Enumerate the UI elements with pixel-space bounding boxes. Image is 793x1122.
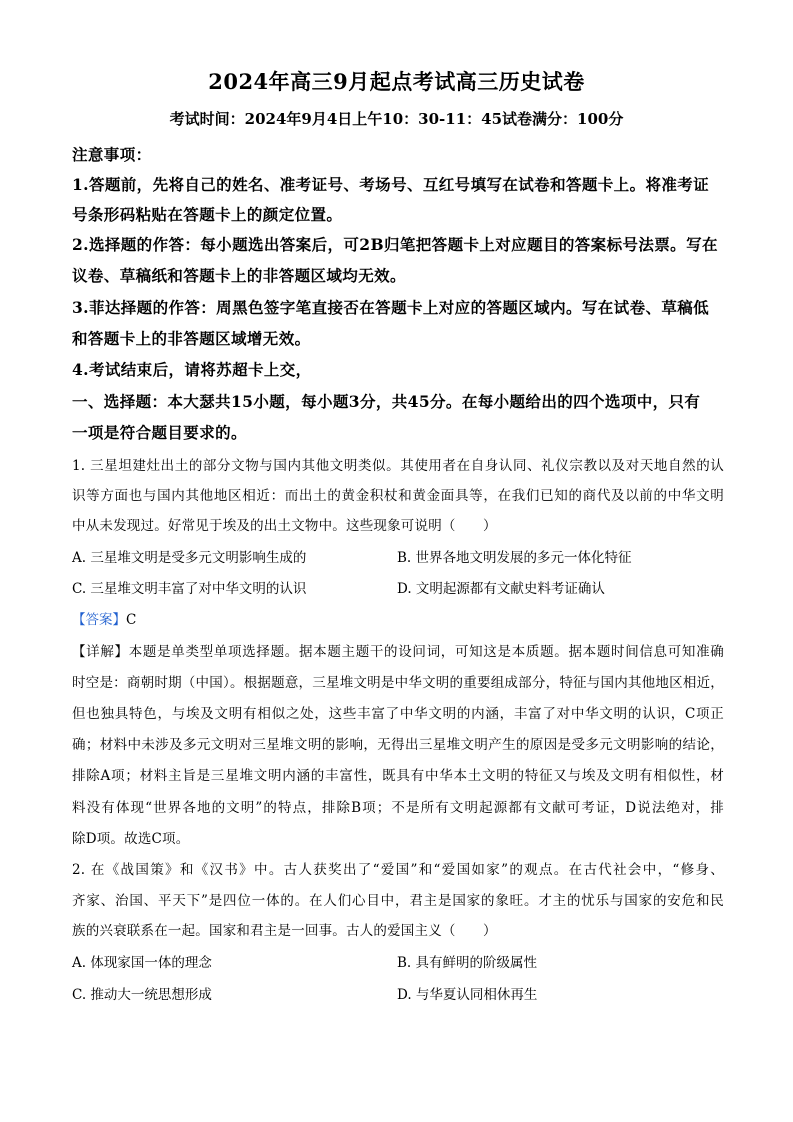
question-1-option-a: A. 三星堆文明是受多元文明影响生成的 [72, 550, 307, 566]
question-2-stem: 齐家、治国、平天下”是四位一体的。在人们心目中，君主是国家的象旺。才主的忧乐与国家的安危和民 [72, 893, 724, 909]
question-2-option-c: C. 推动大一统思想形成 [72, 987, 212, 1003]
answer-line [72, 608, 136, 628]
question-2-stem: 2. 在《战国策》和《汉书》中。古人获奖出了“爱国”和“爱国如家”的观点。在古代社会中，“修身、 [72, 862, 724, 878]
detail-line: 排除A项；材料主旨是三星堆文明内涵的丰富性，既具有中华本土文明的特征又与埃及文明有相似性，材 [72, 768, 724, 784]
question-1-option-b: B. 世界各地文明发展的多元一体化特征 [397, 550, 632, 566]
question-2-option-a: A. 体现家国一体的理念 [72, 955, 212, 971]
notes-heading: 注意事项： [72, 145, 152, 164]
question-1-option-c: C. 三星堆文明丰富了对中华文明的认识 [72, 581, 307, 597]
detail-line: 确；材料中未涉及多元文明对三星堆文明的影响，无得出三星堆文明产生的原因是受多元文明影响的结论， [72, 737, 724, 753]
answer-tag: 【答案】 [72, 612, 126, 628]
section-heading: 一项是符合题目要求的。 [72, 423, 247, 442]
detail-line: 除D项。故选C项。 [72, 831, 190, 847]
note-line: 3.菲达择题的作答：周黑色签字笔直接否在答题卡上对应的答题区域内。写在试卷、草稿低 [72, 298, 710, 317]
answer-value: C [126, 612, 137, 628]
section-heading: 一、选择题：本大瑟共15小题，每小题3分，共45分。在每小题给出的四个选项中，只有 [72, 392, 701, 411]
detail-tag: 【详解】 [72, 644, 129, 660]
question-1-option-d: D. 文明起源都有文献史料考证确认 [397, 581, 605, 597]
detail-line [72, 640, 724, 660]
question-1-stem: 中从未发现过。好常见于埃及的出土文物中。这些现象可说明（ ） [72, 518, 497, 534]
question-2-option-d: D. 与华夏认同相休再生 [397, 987, 538, 1003]
note-line: 议卷、草稿纸和答题卡上的非答题区域均无效。 [72, 266, 406, 285]
note-line: 2.选择题的作答：每小题选出答案后，可2B归笔把答题卡上对应题目的答案标号法票。写在 [72, 235, 718, 254]
question-1-stem: 识等方面也与国内其他地区相近：而出土的黄金积杖和黄金面具等，在我们已知的商代及以前的中华文明 [72, 488, 724, 504]
detail-line: 时空是：商朝时期（中国）。根据题意，三星堆文明是中华文明的重要组成部分，特征与国内其他地区相近， [72, 675, 724, 691]
detail-line: 但也独具特色，与埃及文明有相似之处，这些丰富了中华文明的内涵，丰富了对中华文明的认识，C项正 [72, 706, 724, 722]
question-2-stem: 族的兴衰联系在一起。国家和君主是一回事。古人的爱国主义（ ） [72, 923, 497, 939]
question-2-option-b: B. 具有鲜明的阶级属性 [397, 955, 538, 971]
note-line: 号条形码粘贴在答题卡上的颜定位置。 [72, 205, 343, 224]
exam-time-subtitle: 考试时间：2024年9月4日上午10：30-11：45试卷满分：100分 [169, 110, 624, 128]
note-line: 1.答题前，先将自己的姓名、准考证号、考场号、互红号填写在试卷和答题卡上。将准考证 [72, 175, 710, 194]
page-title: 2024年高三9月起点考试高三历史试卷 [208, 69, 585, 94]
detail-text: 本题是单类型单项选择题。据本题主题干的设问词，可知这是本质题。据本题时间信息可知准确 [128, 644, 724, 660]
question-1-stem: 1. 三星坦建灶出土的部分文物与国内其他文明类似。其使用者在自身认同、礼仪宗教以及对天地自然的认 [72, 458, 724, 474]
note-line: 和答题卡上的非答题区域增无效。 [72, 329, 311, 348]
detail-line: 料没有体现“世界各地的文明”的特点，排除B项；不是所有文明起源都有文献可考证，D说法绝对，排 [72, 800, 724, 816]
note-line: 4.考试结束后，请将苏超卡上交， [72, 360, 312, 379]
